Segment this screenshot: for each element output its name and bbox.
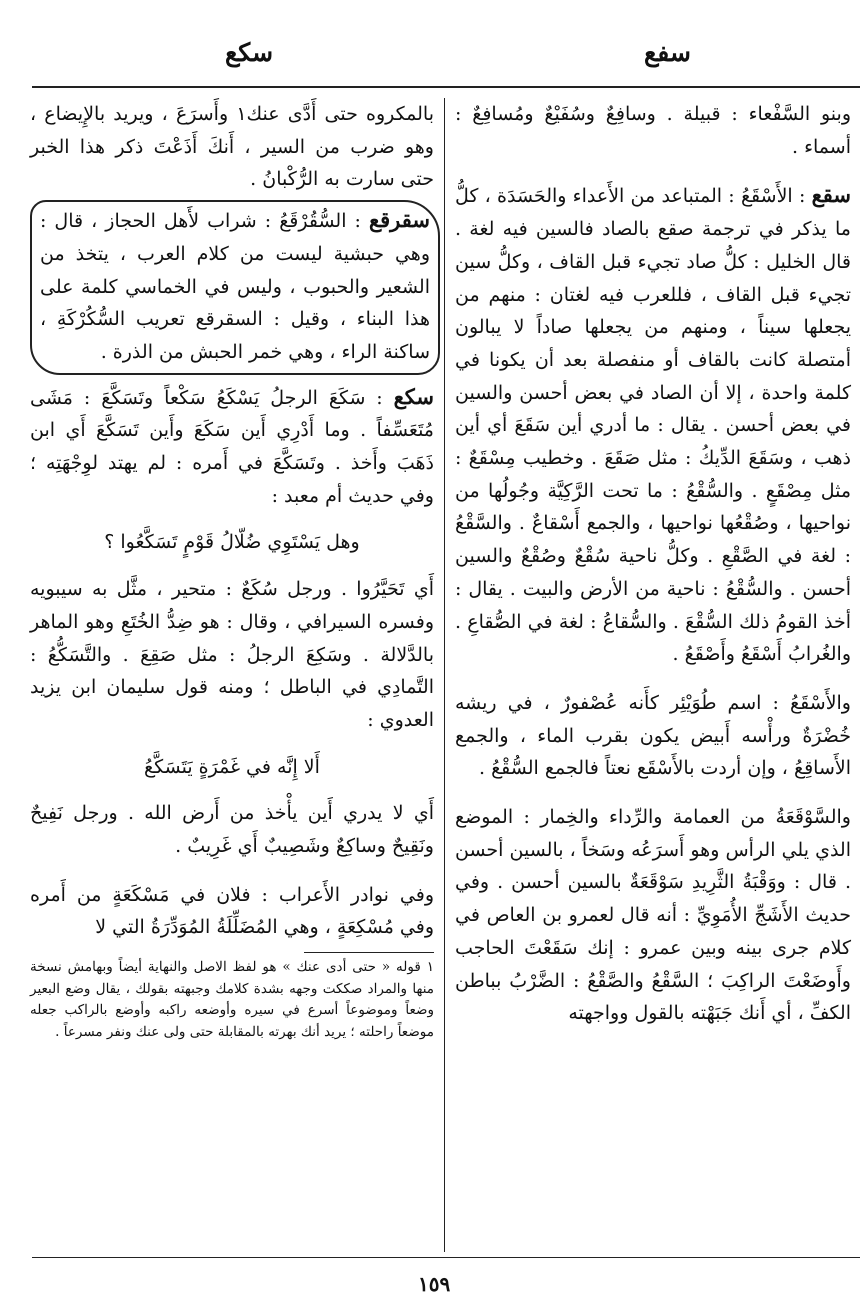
- entry-paragraph: أَي لا يدري أَين يأْخذ من أَرض الله . ورجل نَفِيحٌ ونَقِيحٌ وساكِعٌ وشَصِيبٌ أَي غَرِيبٌ .: [30, 802, 434, 858]
- headword: سقع: [811, 182, 851, 208]
- entry-paragraph: والأَسْقَعُ : اسم طُوَيْئِر كأَنه عُصْفورٌ ، في ريشه خُضْرَةٌ ورأْسه أَبيض يكون بقرب الماء ، والجمع الأَساقِعُ ، وإن أردت بالأَسْقَع نعتاً فالجمع السُّقْعُ .: [455, 691, 851, 780]
- right-column: [455, 98, 851, 1030]
- boxed-entry-saqarqa: سقرقع : السُّقُرْقَعُ : شراب لأَهل الحجاز ، قال : وهي حبشية ليست من كلام العرب ، يتخذ من الشعير والحبوب ، وليس في الخماسي كلمة على هذا البناء ، وقيل : السقرقع تعريب السُّكُرْكَةِ ، ساكنة الراء ، وهي خمر الحبش من الذرة .: [30, 200, 440, 375]
- left-column: [30, 98, 434, 1043]
- entry-saqa: سقع : الأَسْقَعُ : المتباعد من الأَعداء والحَسَدَة ، كلُّ ما يذكر في ترجمة صقع بالصاد فالسين فيه لغة . قال الخليل : كلُّ صاد تجيء قبل القاف ، وكلُّ سين تجيء قبل القاف ، فللعرب فيه لغتان : منهم من يجعلها سيناً ، ومنهم من يجعلها صاداً لا يبالون أمتصلة كانت بالقاف أو منفصلة بعد أن يكونا في كلمة واحدة ، إلا أن الصاد في بعض أحسن والسين في بعض أحسن . يقال : ما أدري أين سَقَعَ أي أين ذهب ، وسَقَعَ الدِّيكُ : مثل صَقَعَ . وخطيب مِسْقَعٌ : مثل مِصْقَعٍ . والسُّقْعُ : ما تحت الرَّكِيَّة وجُولُها من نواحيها ، وصُقْعُها نواحيها ، والجمع أَسْقاعٌ . والسَّقْعُ : لغة في الصَّقْعِ . وكلُّ ناحية سُقْعٌ وصُقْعٌ والسين أحسن . والسُّقْعُ : ناحية من الأرض والبيت . يقال : أخذ القومُ ذلك السُّقْعَ . والسُّقاعُ : لغة في الصُّقاعِ . والغُرابُ أَسْقَعُ وأَصْقَعُ .: [455, 182, 851, 666]
- entry-paragraph: والسَّوْقَعَةُ من العمامة والرِّداء والخِمار : الموضع الذي يلي الرأس وهو أَسرَعُه وسَخاً ، بالسين أحسن . قال : ووَقْبَةُ الثَّرِيدِ سَوْقَعَةٌ بالسين أحسن . وفي حديث الأَشَجِّ الأُمَوِيِّ : أنه قال لعمرو بن العاص في كلام جرى بينه وبين عمرو : إنك سَقَعْتَ الحاجب وأَوضَعْتَ الراكِبَ ؛ السَّقْعُ والصَّقْعُ : الضَّرْبُ بباطن الكفِّ ، أي أَنك جَبَهْته بالقول وواجهته: [455, 806, 851, 1025]
- footnote: ١ قوله « حتى أدى عنك » هو لفظ الاصل والنهاية أيضاً وبهامش نسخة منها والمراد صككت وجهه بشدة كلامك وجبهته بقولك ، يقال وضع البعير وضعاً وموضوعاً أسرع في سيره وأوضعه راكبه وأوضع بالراكب جعله موضعاً راحلته ؛ يريد أنك بهرته بالمقابلة حتى ولى عنك ونفر مسرعاً .: [30, 959, 434, 1040]
- entry-paragraph: وفي نوادر الأَعراب : فلان في مَسْكَعَةٍ من أَمره وفي مُسْكِعَةٍ ، وهي المُضَلِّلَةُ المُوَدِّرَةُ التي لا: [30, 883, 434, 939]
- running-header-right: سفع: [644, 38, 691, 67]
- column-divider: [444, 98, 445, 1252]
- verse-line: وهل يَسْتَوِي ضُلّالُ قَوْمٍ تَسَكَّعُوا ؟: [104, 531, 360, 554]
- footer-rule: [32, 1257, 860, 1258]
- entry-paragraph: أَي تَحَيَّرُوا . ورجل سُكَعٌ : متحير ، مثَّل به سيبويه وفسره السيرافي ، وقال : هو ضِدُّ الخُتَعِ وهو الماهر بالدَّلالة . وسَكِعَ الرجلُ : مثل صَقِعَ . والتَّسَكُّعُ : التَّمادِي في الباطل ؛ ومنه قول سليمان ابن يزيد العدوي :: [30, 578, 434, 731]
- entry-continuation: بالمكروه حتى أَدَّى عنك١ وأَسرَعَ ، ويريد بالإِيضاع ، وهو ضرب من السير ، أَنكَ أَذَعْتَ ذكر هذا الخبر حتى سارت به الرُّكْبانُ .: [30, 103, 434, 191]
- headword: سقرقع: [368, 207, 430, 233]
- verse-line: أَلا إِنَّه في غَمْرَةٍ يَتَسَكَّعُ: [144, 755, 320, 778]
- footnote-rule: [304, 952, 434, 953]
- header-rule: [32, 86, 860, 88]
- running-header-left: سكع: [225, 38, 274, 67]
- entry-sakaa: سكع : سَكَعَ الرجلُ يَسْكَعُ سَكْعاً وتَسَكَّعَ : مَشَى مُتَعَسِّفاً . وما أَدْرِي أَين سَكَعَ وأَين تَسَكَّعَ أَي ابن ذَهَبَ وأَخذ . وتَسَكَّعَ في أَمره : لم يهتد لوِجْهَتِه ؛ وفي حديث أم معبد :: [30, 383, 434, 507]
- headword: سكع: [393, 383, 434, 409]
- entry-paragraph: وبنو السَّفْعاء : قبيلة . وسافِعٌ وسُفَيْعٌ ومُسافِعٌ : أسماء .: [455, 103, 851, 158]
- page-number: ١٥٩: [418, 1272, 451, 1296]
